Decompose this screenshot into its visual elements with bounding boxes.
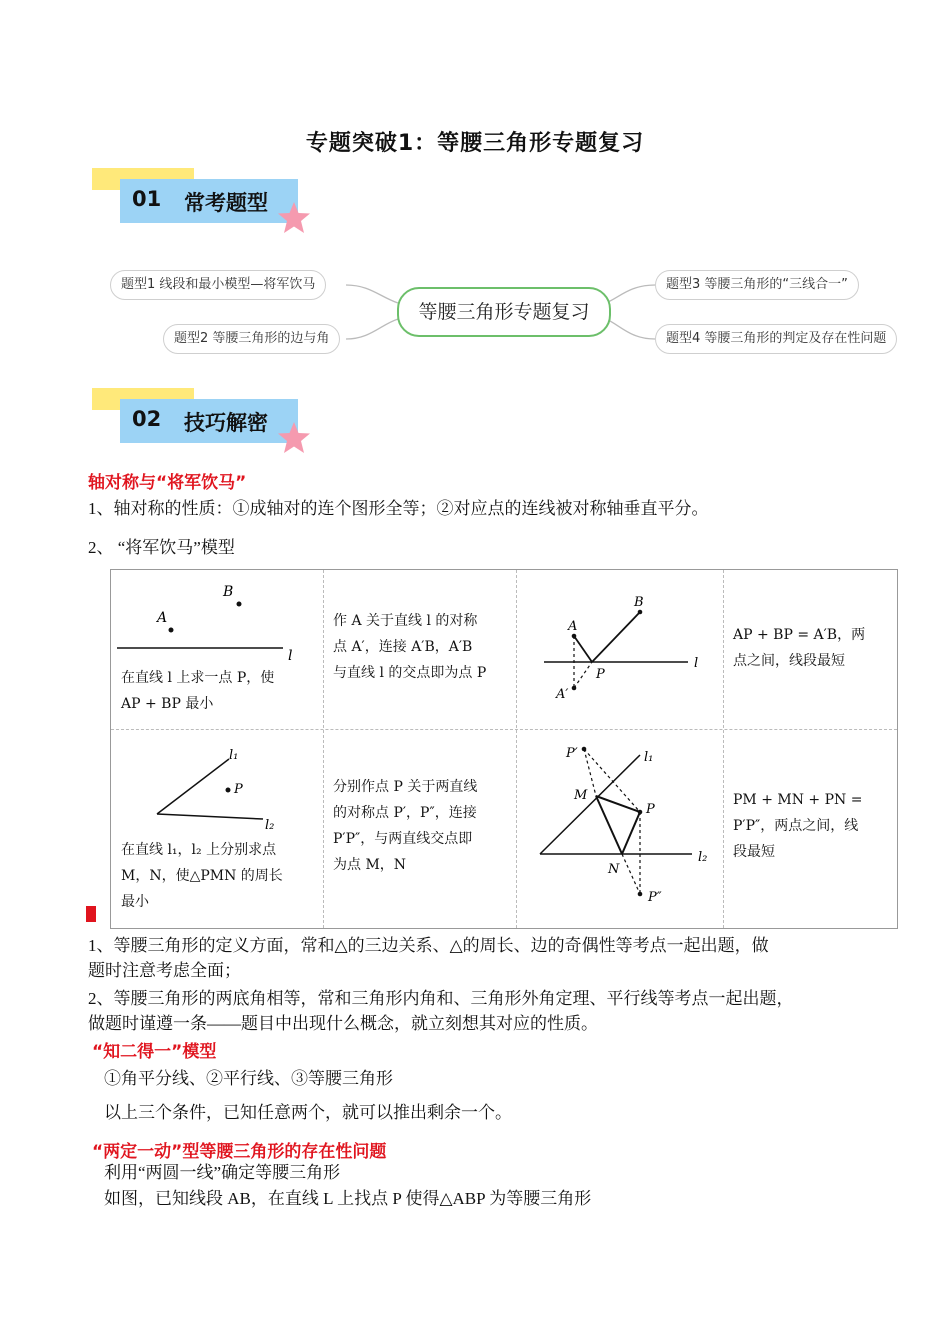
label-A-prime: A′ [556,687,569,702]
star-icon [276,200,312,236]
cell-text-line: 作 A 关于直线 l 的对称 [333,613,478,629]
label-P-prime: P′ [566,746,578,761]
text-line: 2、 “将军饮马”模型 [88,538,235,557]
label-l: l [288,648,293,664]
text-line: 利用“两圆一线”确定等腰三角形 [104,1163,341,1182]
label-B: B [223,584,234,600]
label-l: l [694,656,699,671]
section-label: 技巧解密 [184,411,268,435]
cell-text-line: 点之间，线段最短 [733,653,845,669]
cell-text-line: P′P″，与两直线交点即 [333,831,473,847]
model-table [110,569,898,929]
label-l1: l₁ [644,750,654,765]
cell-text-line: PM + MN + PN = [733,792,863,808]
mindmap-node-type1: 题型1 线段和最小模型—将军饮马 [110,270,326,300]
cell-row1-method [333,608,486,686]
heading-zhier: “知二得一”模型 [92,1042,217,1062]
section-number: 01 [132,187,162,211]
cell-text-line: 在直线 l₁，l₂ 上分别求点 [121,842,277,858]
text-line: 题时注意考虑全面； [88,961,241,980]
cell-text-line: P′P″，两点之间，线 [733,818,859,834]
cell-text-line: AP + BP 最小 [121,696,214,712]
heading-liangding: “两定一动”型等腰三角形的存在性问题 [92,1142,387,1162]
section-banner-01 [92,168,332,248]
mindmap-node-type4: 题型4 等腰三角形的判定及存在性问题 [655,324,897,354]
page-title: 专题突破1：等腰三角形专题复习 [305,131,645,156]
label-A: A [568,619,578,634]
cell-row1-problem [121,665,274,717]
label-P-double-prime: P″ [648,890,662,905]
heading-jiangjun: 轴对称与“将军饮马” [88,473,247,493]
text-line: 如图，已知线段 AB，在直线 L 上找点 P 使得△ABP 为等腰三角形 [104,1189,592,1208]
section-banner-02 [92,388,332,468]
text-line: 以上三个条件，已知任意两个，就可以推出剩余一个。 [104,1103,512,1122]
section-label: 常考题型 [184,191,268,215]
cell-text-line: 最小 [121,894,149,910]
cell-text-line: 与直线 l 的交点即为点 P [333,665,487,681]
label-N: N [608,862,620,877]
text-line: 1、轴对称的性质：①成轴对的连个图形全等；②对应点的连线被对称轴垂直平分。 [88,499,709,518]
label-B: B [634,595,644,610]
label-M: M [574,788,588,803]
label-P: P [234,782,243,797]
cell-text-line: AP + BP = A′B，两 [733,627,866,643]
label-l2: l₂ [698,850,708,865]
label-l1: l₁ [229,748,239,763]
cell-row2-conclusion [733,787,862,865]
mindmap-node-type3: 题型3 等腰三角形的“三线合一” [655,270,859,300]
cell-row2-method [333,774,477,878]
text-line: ①角平分线、②平行线、③等腰三角形 [104,1069,393,1088]
label-l2: l₂ [265,818,275,833]
mindmap-node-type2: 题型2 等腰三角形的边与角 [163,324,340,354]
cell-text-line: 点 A′，连接 A′B，A′B [333,639,473,655]
label-P: P [646,802,655,817]
text-line: 2、等腰三角形的两底角相等，常和三角形内角和、三角形外角定理、平行线等考点一起出题， [88,989,794,1008]
cell-text-line: 段最短 [733,844,775,860]
mindmap-center: 等腰三角形专题复习 [397,287,611,337]
text-line: 做题时谨遵一条——题目中出现什么概念，就立刻想其对应的性质。 [88,1014,598,1033]
label-P: P [596,667,605,682]
star-icon [276,420,312,456]
figure-row2-solution [516,729,723,928]
section-number: 02 [132,407,162,431]
cell-text-line: 为点 M，N [333,857,407,873]
cell-text-line: 分别作点 P 关于两直线 [333,779,478,795]
cell-text-line: 在直线 l 上求一点 P，使 [121,670,275,686]
label-A: A [157,610,168,626]
text-line: 1、等腰三角形的定义方面，常和△的三边关系、△的周长、边的奇偶性等考点一起出题，做 [88,936,769,955]
red-marker [86,906,96,922]
cell-row2-problem [121,837,283,915]
cell-row1-conclusion [733,622,865,674]
cell-text-line: 的对称点 P′，P″，连接 [333,805,477,821]
figure-row1-solution [516,570,723,729]
cell-text-line: M，N，使△PMN 的周长 [121,868,283,884]
